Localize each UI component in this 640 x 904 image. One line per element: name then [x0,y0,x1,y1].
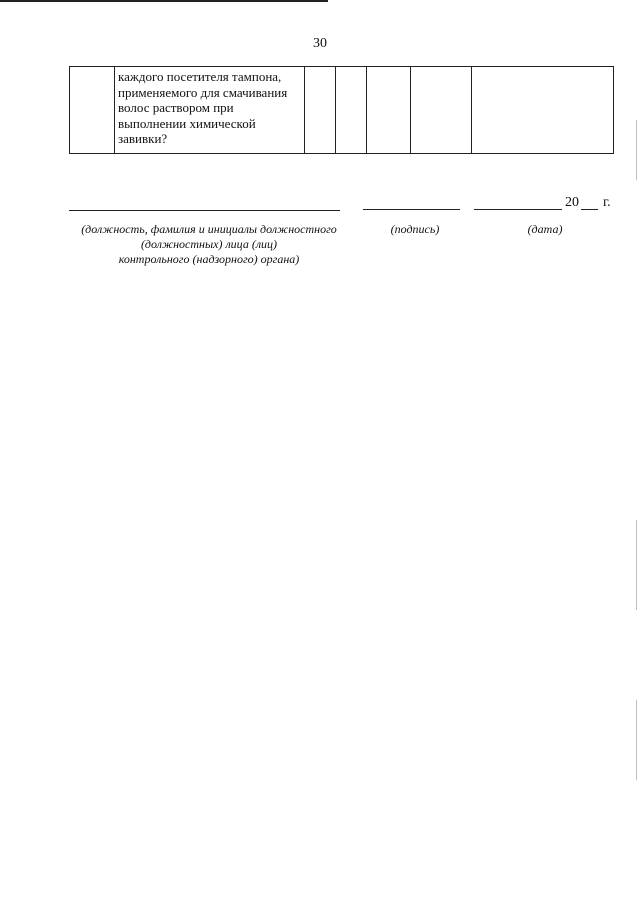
answer-cell-no [336,67,367,154]
question-text: каждого посетителя тампона, применяемого для смачивания волос раствором при выполнении химической завивки? [118,69,288,146]
official-position-caption: (должность, фамилия и инициалы должностного (должностных) лица (лиц) контрольного (надзорного) органа) [81,222,337,266]
answer-cell-yes [305,67,336,154]
requirements-cell [411,67,472,154]
notes-cell [472,67,614,154]
date-year-prefix: 20 [565,195,579,210]
table-row [70,67,614,154]
question-cell [115,67,305,154]
checklist-table [69,66,614,154]
signature-caption: (подпись) [390,222,440,236]
date-year-suffix: г. [603,195,611,210]
signature-line [363,209,460,210]
row-number-cell [70,67,115,154]
scan-edge-mark [636,520,637,610]
official-position-line [69,210,340,211]
date-caption: (дата) [527,222,563,236]
scan-edge-mark [636,700,637,780]
date-line [474,209,562,210]
answer-cell-not-applicable [367,67,411,154]
page-number: 30 [313,36,327,51]
top-border-rule [0,0,328,2]
date-year-blank-line [581,209,598,210]
scan-edge-mark [636,120,637,180]
